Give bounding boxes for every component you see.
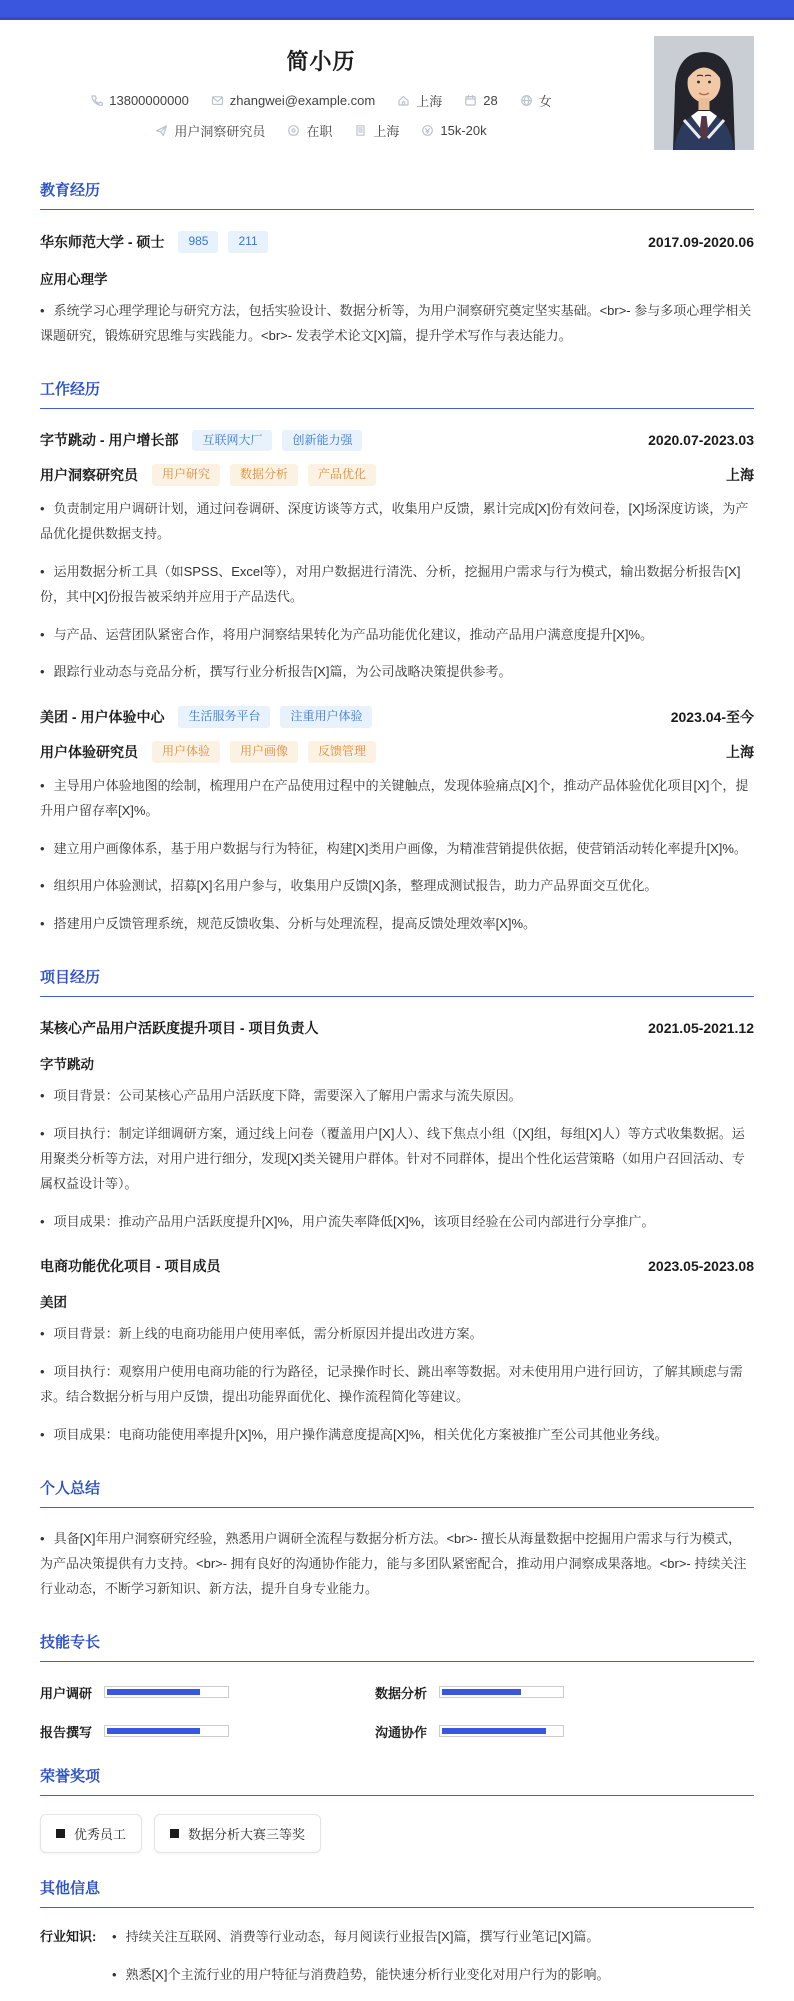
project-company: 美团 bbox=[40, 1295, 67, 1311]
skill-item bbox=[40, 1683, 375, 1702]
bullet-dot: • bbox=[40, 1088, 45, 1104]
job-company-row bbox=[40, 706, 754, 728]
phone-item bbox=[90, 93, 189, 108]
email-item bbox=[211, 93, 375, 108]
honor-list bbox=[40, 1814, 754, 1853]
skill-item bbox=[375, 1683, 564, 1702]
project-header bbox=[40, 1018, 754, 1038]
bullet-dot: • bbox=[40, 664, 45, 680]
phone-text: 13800000000 bbox=[109, 93, 189, 108]
project-name: 某核心产品用户活跃度提升项目 - 项目负责人 bbox=[40, 1020, 319, 1037]
bullet-dot: • bbox=[40, 302, 45, 318]
skill-bar bbox=[439, 1725, 564, 1737]
phone-icon bbox=[90, 94, 103, 107]
project-bullet: • 项目背景：公司某核心产品用户活跃度下降，需要深入了解用户需求与流失原因。 bbox=[40, 1088, 522, 1104]
home-icon bbox=[397, 94, 410, 107]
skill-name: 数据分析 bbox=[375, 1685, 428, 1701]
major-name: 应用心理学 bbox=[40, 271, 108, 287]
company-name: 字节跳动 - 用户增长部 bbox=[40, 432, 179, 449]
project-header bbox=[40, 1256, 754, 1276]
skill-bar-fill bbox=[107, 1728, 200, 1734]
skill-name: 用户调研 bbox=[40, 1685, 93, 1701]
skill-name: 沟通协作 bbox=[375, 1724, 428, 1740]
job-company-row bbox=[40, 430, 754, 452]
education-bullet: • 系统学习心理学理论与研究方法，包括实验设计、数据分析等，为用户洞察研究奠定坚实基础。<br>- 参与多项心理学相关课题研究，锻炼研究思维与实践能力。<br>- 发表学术论文[X]篇，提升学术写作与表达能力。 bbox=[40, 302, 752, 343]
summary-bullet: • 具备[X]年用户洞察研究经验，熟悉用户调研全流程与数据分析方法。<br>- 擅长从海量数据中挖掘用户需求与行为模式，为产品决策提供有力支持。<br>- 拥有良好的沟通协作能力，能与多团队紧密配合，推动用户洞察成果落地。<br>- 持续关注行业动态，不断学习新知识、新方法，提升自身专业能力。 bbox=[40, 1530, 747, 1596]
bullet-dot: • bbox=[40, 563, 45, 579]
role-tag: 数据分析 bbox=[230, 464, 298, 486]
other-bullet: • 熟悉[X]个主流行业的用户特征与消费趋势，能快速分析行业变化对用户行为的影响。 bbox=[112, 1966, 610, 1982]
job-role-row bbox=[40, 464, 754, 486]
bullet-dot: • bbox=[40, 1530, 45, 1546]
role-tag: 用户研究 bbox=[152, 464, 220, 486]
bullet-dot: • bbox=[40, 1126, 45, 1142]
email-text: zhangwei@example.com bbox=[229, 93, 376, 108]
salary-item bbox=[421, 123, 486, 138]
bullet-dot: • bbox=[112, 1966, 117, 1982]
project-bullet: • 项目执行：观察用户使用电商功能的行为路径，记录操作时长、跳出率等数据。对未使用用户进行回访，了解其顾虑与需求。结合数据分析与用户反馈，提出功能界面优化、操作流程简化等建议。 bbox=[40, 1364, 743, 1405]
bullet-dot: • bbox=[40, 878, 45, 894]
project-date: 2021.05-2021.12 bbox=[648, 1020, 754, 1037]
education-date: 2017.09-2020.06 bbox=[648, 233, 754, 250]
skills-grid bbox=[40, 1683, 754, 1741]
skill-bar-fill bbox=[107, 1689, 200, 1695]
work-city-text: 上海 bbox=[373, 124, 400, 139]
status-icon bbox=[287, 124, 300, 137]
project-date: 2023.05-2023.08 bbox=[648, 1258, 754, 1275]
job-location: 上海 bbox=[726, 743, 754, 760]
bullet-dot: • bbox=[40, 1326, 45, 1342]
skill-bar bbox=[104, 1725, 229, 1737]
project-bullet: • 项目执行：制定详细调研方案，通过线上问卷（覆盖用户[X]人）、线下焦点小组（[X]组，每组[X]人）等方式收集数据。运用聚类分析等方法，对用户进行细分，发现[X]类关键用户群体。针对不同群体，提出个性化运营策略（如用户召回活动、专属权益设计等）。 bbox=[40, 1126, 745, 1192]
gender-icon bbox=[520, 94, 533, 107]
school-name: 华东师范大学 - 硕士 bbox=[40, 233, 165, 250]
school-tags bbox=[178, 231, 267, 253]
square-bullet-icon bbox=[56, 1829, 65, 1838]
job-date: 2020.07-2023.03 bbox=[648, 432, 754, 449]
project-name: 电商功能优化项目 - 项目成员 bbox=[40, 1258, 221, 1275]
honor-text: 优秀员工 bbox=[74, 1826, 127, 1842]
company-tags bbox=[192, 430, 362, 452]
skill-item bbox=[375, 1722, 564, 1741]
position-icon bbox=[155, 124, 168, 137]
role-tags bbox=[152, 741, 376, 763]
section-title-skills: 技能专长 bbox=[40, 1631, 754, 1662]
gender-item bbox=[520, 91, 552, 110]
role-name: 用户洞察研究员 bbox=[40, 466, 138, 483]
section-title-other: 其他信息 bbox=[40, 1877, 754, 1908]
section-title-education: 教育经历 bbox=[40, 179, 754, 210]
bullet-dot: • bbox=[112, 1928, 117, 1944]
company-name: 美团 - 用户体验中心 bbox=[40, 709, 165, 726]
skill-bar bbox=[439, 1686, 564, 1698]
section-honors bbox=[40, 1765, 754, 1853]
city-icon bbox=[354, 124, 367, 137]
bullet-dot: • bbox=[40, 626, 45, 642]
honor-badge bbox=[40, 1814, 142, 1853]
role-tag: 反馈管理 bbox=[308, 741, 376, 763]
contact-row-1 bbox=[40, 91, 602, 110]
other-bullets bbox=[112, 1925, 754, 2001]
skill-name: 报告撰写 bbox=[40, 1724, 93, 1740]
section-skills bbox=[40, 1631, 754, 1741]
project-entry bbox=[40, 1256, 754, 1448]
skill-bar-fill bbox=[442, 1689, 521, 1695]
work-city-item bbox=[354, 121, 399, 140]
section-projects bbox=[40, 966, 754, 1448]
role-tag: 用户画像 bbox=[230, 741, 298, 763]
skill-bar-fill bbox=[442, 1728, 546, 1734]
age-icon bbox=[464, 94, 477, 107]
job-bullet: • 负责制定用户调研计划，通过问卷调研、深度访谈等方式，收集用户反馈，累计完成[X]份有效问卷，[X]场深度访谈，为产品优化提供数据支持。 bbox=[40, 500, 749, 541]
section-title-work: 工作经历 bbox=[40, 378, 754, 409]
resume-header bbox=[0, 20, 794, 150]
profile-photo bbox=[654, 36, 754, 150]
section-education bbox=[40, 179, 754, 349]
square-bullet-icon bbox=[170, 1829, 179, 1838]
section-other bbox=[40, 1877, 754, 2001]
project-bullet: • 项目成果：推动产品用户活跃度提升[X]%，用户流失率降低[X]%，该项目经验在公司内部进行分享推广。 bbox=[40, 1214, 655, 1230]
bullet-dot: • bbox=[40, 840, 45, 856]
role-tags bbox=[152, 464, 376, 486]
company-tags bbox=[178, 706, 372, 728]
role-tag: 用户体验 bbox=[152, 741, 220, 763]
status-item bbox=[287, 121, 332, 140]
section-title-summary: 个人总结 bbox=[40, 1477, 754, 1508]
bullet-dot: • bbox=[40, 916, 45, 932]
company-tag: 注重用户体验 bbox=[280, 706, 372, 728]
section-summary bbox=[40, 1477, 754, 1602]
position-text: 用户洞察研究员 bbox=[174, 124, 266, 139]
job-bullet: • 搭建用户反馈管理系统，规范反馈收集、分析与处理流程，提高反馈处理效率[X]%。 bbox=[40, 916, 537, 932]
bullet-dot: • bbox=[40, 500, 45, 516]
bullet-dot: • bbox=[40, 1364, 45, 1380]
project-company: 字节跳动 bbox=[40, 1057, 94, 1073]
school-tag: 211 bbox=[228, 231, 267, 253]
skill-bar bbox=[104, 1686, 229, 1698]
section-title-honors: 荣誉奖项 bbox=[40, 1765, 754, 1796]
job-date: 2023.04-至今 bbox=[670, 709, 754, 726]
bullet-dot: • bbox=[40, 1426, 45, 1442]
gender-text: 女 bbox=[538, 94, 552, 109]
section-work bbox=[40, 378, 754, 938]
education-entry-header bbox=[40, 231, 754, 253]
job-role-row bbox=[40, 741, 754, 763]
candidate-name: 简小历 bbox=[286, 49, 356, 74]
job-bullet: • 与产品、运营团队紧密合作，将用户洞察结果转化为产品功能优化建议，推动产品用户满意度提升[X]%。 bbox=[40, 626, 654, 642]
bullet-dot: • bbox=[40, 777, 45, 793]
job-bullet: • 组织用户体验测试，招募[X]名用户参与，收集用户反馈[X]条，整理成测试报告，助力产品界面交互优化。 bbox=[40, 878, 658, 894]
resume-body bbox=[0, 179, 794, 2001]
honor-text: 数据分析大赛三等奖 bbox=[188, 1826, 306, 1842]
position-item bbox=[155, 121, 265, 140]
project-bullet: • 项目背景：新上线的电商功能用户使用率低，需分析原因并提出改进方案。 bbox=[40, 1326, 483, 1342]
other-label: 行业知识: bbox=[40, 1928, 97, 1944]
status-text: 在职 bbox=[306, 124, 333, 139]
job-bullet: • 建立用户画像体系，基于用户数据与行为特征，构建[X]类用户画像，为精准营销提供依据，使营销活动转化率提升[X]%。 bbox=[40, 840, 747, 856]
other-info-row bbox=[40, 1925, 754, 2001]
school-tag: 985 bbox=[178, 231, 218, 253]
company-tag: 生活服务平台 bbox=[178, 706, 270, 728]
bullet-dot: • bbox=[40, 1214, 45, 1230]
other-bullet: • 持续关注互联网、消费等行业动态，每月阅读行业报告[X]篇，撰写行业笔记[X]篇。 bbox=[112, 1928, 600, 1944]
job-location: 上海 bbox=[726, 466, 754, 483]
section-title-projects: 项目经历 bbox=[40, 966, 754, 997]
job-bullet: • 运用数据分析工具（如SPSS、Excel等），对用户数据进行清洗、分析，挖掘用户需求与行为模式，输出数据分析报告[X]份，其中[X]份报告被采纳并应用于产品迭代。 bbox=[40, 563, 741, 604]
honor-badge bbox=[154, 1814, 321, 1853]
contact-row-2 bbox=[40, 121, 602, 140]
mail-icon bbox=[211, 94, 224, 107]
home-city-text: 上海 bbox=[416, 94, 443, 109]
salary-text: 15k-20k bbox=[440, 123, 487, 138]
age-text: 28 bbox=[483, 93, 498, 108]
age-item bbox=[464, 93, 497, 108]
project-entry bbox=[40, 1018, 754, 1235]
salary-icon bbox=[421, 124, 434, 137]
company-tag: 互联网大厂 bbox=[192, 430, 272, 452]
job-bullet: • 跟踪行业动态与竞品分析，撰写行业分析报告[X]篇，为公司战略决策提供参考。 bbox=[40, 664, 512, 680]
company-tag: 创新能力强 bbox=[282, 430, 362, 452]
role-name: 用户体验研究员 bbox=[40, 743, 138, 760]
job-bullet: • 主导用户体验地图的绘制，梳理用户在产品使用过程中的关键触点，发现体验痛点[X]个，推动产品体验优化项目[X]个，提升用户留存率[X]%。 bbox=[40, 777, 749, 818]
job-entry bbox=[40, 706, 754, 937]
project-bullet: • 项目成果：电商功能使用率提升[X]%，用户操作满意度提高[X]%，相关优化方案被推广至公司其他业务线。 bbox=[40, 1426, 668, 1442]
top-accent-bar bbox=[0, 0, 794, 20]
header-info bbox=[40, 36, 654, 150]
home-city-item bbox=[397, 91, 442, 110]
skill-item bbox=[40, 1722, 375, 1741]
role-tag: 产品优化 bbox=[308, 464, 376, 486]
job-entry bbox=[40, 430, 754, 686]
